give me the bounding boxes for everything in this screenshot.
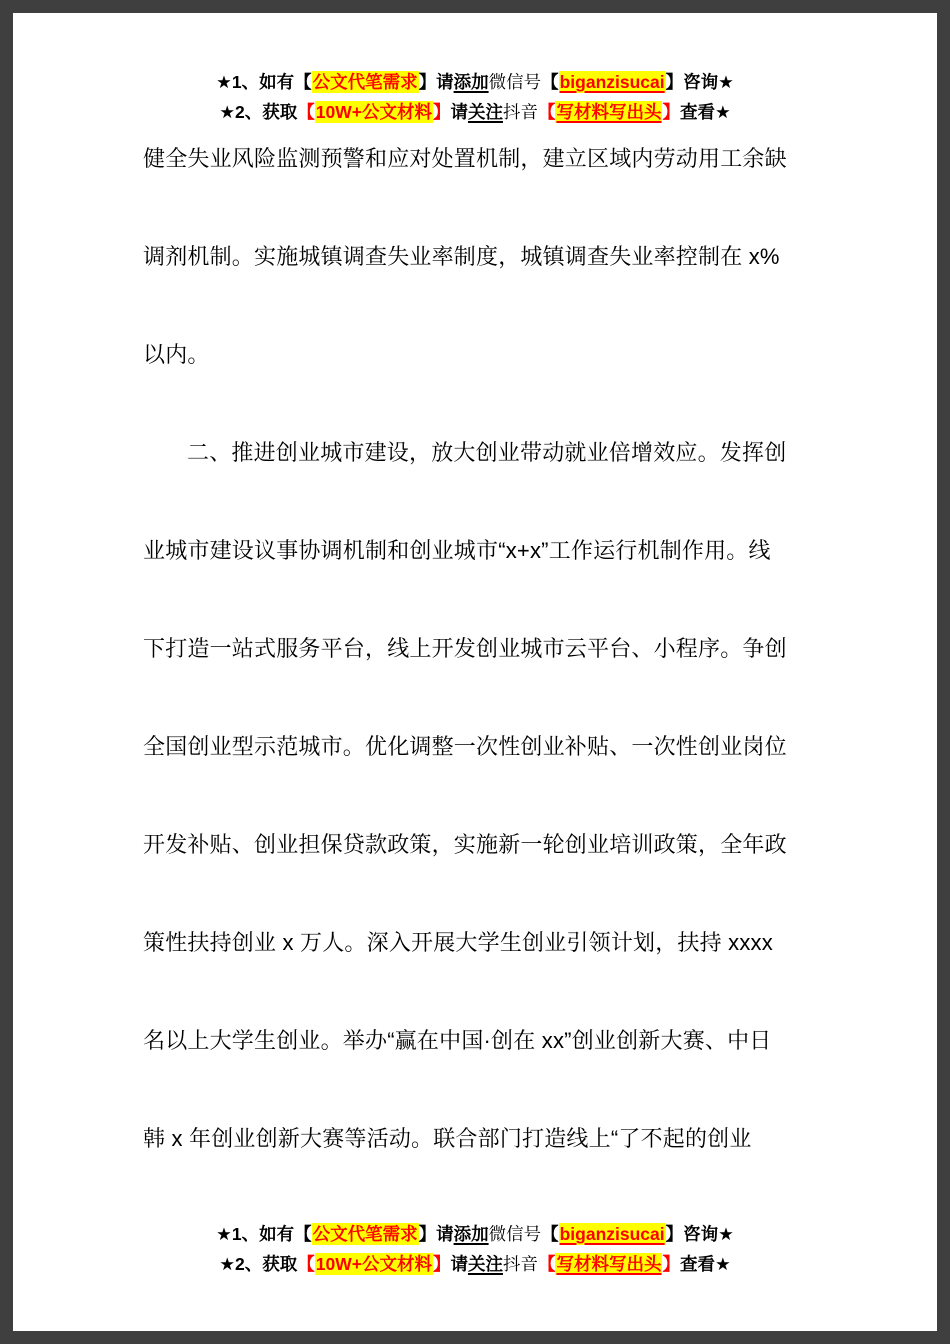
body-line: 韩 x 年创业创新大赛等活动。联合部门打造线上“了不起的创业 xyxy=(143,1126,752,1151)
promo-segment: 【 xyxy=(541,72,559,92)
body-line: 全国创业型示范城市。优化调整一次性创业补贴、一次性创业岗位 xyxy=(143,734,787,759)
promo-segment: biganzisucai xyxy=(559,72,665,92)
promo-line xyxy=(13,97,937,127)
promo-segment: 【 xyxy=(297,102,315,122)
promo-line xyxy=(13,1249,937,1279)
promo-segment: ★2、获取 xyxy=(219,102,298,122)
body-line: 健全失业风险监测预警和应对处置机制，建立区域内劳动用工余缺 xyxy=(143,146,787,171)
promo-segment: 写材料写出头 xyxy=(556,102,662,122)
promo-segment: 写材料写出头 xyxy=(556,1254,662,1274)
promo-segment: 【 xyxy=(297,1254,315,1274)
promo-segment: 【 xyxy=(541,1224,559,1244)
document-page xyxy=(13,13,937,1331)
promo-segment: 公文代笔需求 xyxy=(312,1224,418,1244)
header-promo-banner xyxy=(13,67,937,127)
body-line: 下打造一站式服务平台，线上开发创业城市云平台、小程序。争创 xyxy=(143,636,787,661)
promo-segment: 】 xyxy=(662,1254,680,1274)
body-line: 策性扶持创业 x 万人。深入开展大学生创业引领计划，扶持 xxxx xyxy=(143,930,773,955)
footer-promo-banner xyxy=(13,1219,937,1279)
promo-segment: 抖音 xyxy=(502,1254,538,1274)
promo-segment: 关注 xyxy=(467,102,503,122)
document-body xyxy=(143,144,833,1222)
body-line: 二、推进创业城市建设，放大创业带动就业倍增效应。发挥创 xyxy=(187,440,787,465)
promo-line xyxy=(13,1219,937,1249)
promo-segment: 添加 xyxy=(453,1224,489,1244)
promo-segment: 请 xyxy=(450,102,468,122)
promo-segment: 】请 xyxy=(418,72,454,92)
promo-segment: ★1、如有【 xyxy=(216,1224,312,1244)
promo-segment: ★2、获取 xyxy=(219,1254,298,1274)
body-line: 以内。 xyxy=(143,342,210,367)
promo-segment: 10W+公文材料 xyxy=(315,102,432,122)
promo-segment: 公文代笔需求 xyxy=(312,72,418,92)
promo-segment: 微信号 xyxy=(488,1224,542,1244)
promo-segment: 微信号 xyxy=(488,72,542,92)
promo-segment: 】咨询★ xyxy=(665,1224,734,1244)
body-line: 业城市建设议事协调机制和创业城市“x+x”工作运行机制作用。线 xyxy=(143,538,771,563)
promo-segment: 请 xyxy=(450,1254,468,1274)
promo-line xyxy=(13,67,937,97)
promo-segment: 【 xyxy=(537,102,556,122)
promo-segment: 】咨询★ xyxy=(665,72,734,92)
promo-segment: 关注 xyxy=(467,1254,503,1274)
promo-segment: 】 xyxy=(662,102,680,122)
body-line: 调剂机制。实施城镇调查失业率制度，城镇调查失业率控制在 x% xyxy=(143,244,780,269)
body-line: 开发补贴、创业担保贷款政策，实施新一轮创业培训政策，全年政 xyxy=(143,832,787,857)
promo-segment: 查看★ xyxy=(679,102,731,122)
promo-segment: 】 xyxy=(432,102,451,122)
promo-segment: 查看★ xyxy=(679,1254,731,1274)
promo-segment: 】请 xyxy=(418,1224,454,1244)
promo-segment: ★1、如有【 xyxy=(216,72,312,92)
promo-segment: biganzisucai xyxy=(559,1224,665,1244)
promo-segment: 添加 xyxy=(453,72,489,92)
promo-segment: 抖音 xyxy=(502,102,538,122)
promo-segment: 】 xyxy=(432,1254,451,1274)
body-line: 名以上大学生创业。举办“赢在中国·创在 xx”创业创新大赛、中日 xyxy=(143,1028,772,1053)
promo-segment: 【 xyxy=(537,1254,556,1274)
promo-segment: 10W+公文材料 xyxy=(315,1254,432,1274)
